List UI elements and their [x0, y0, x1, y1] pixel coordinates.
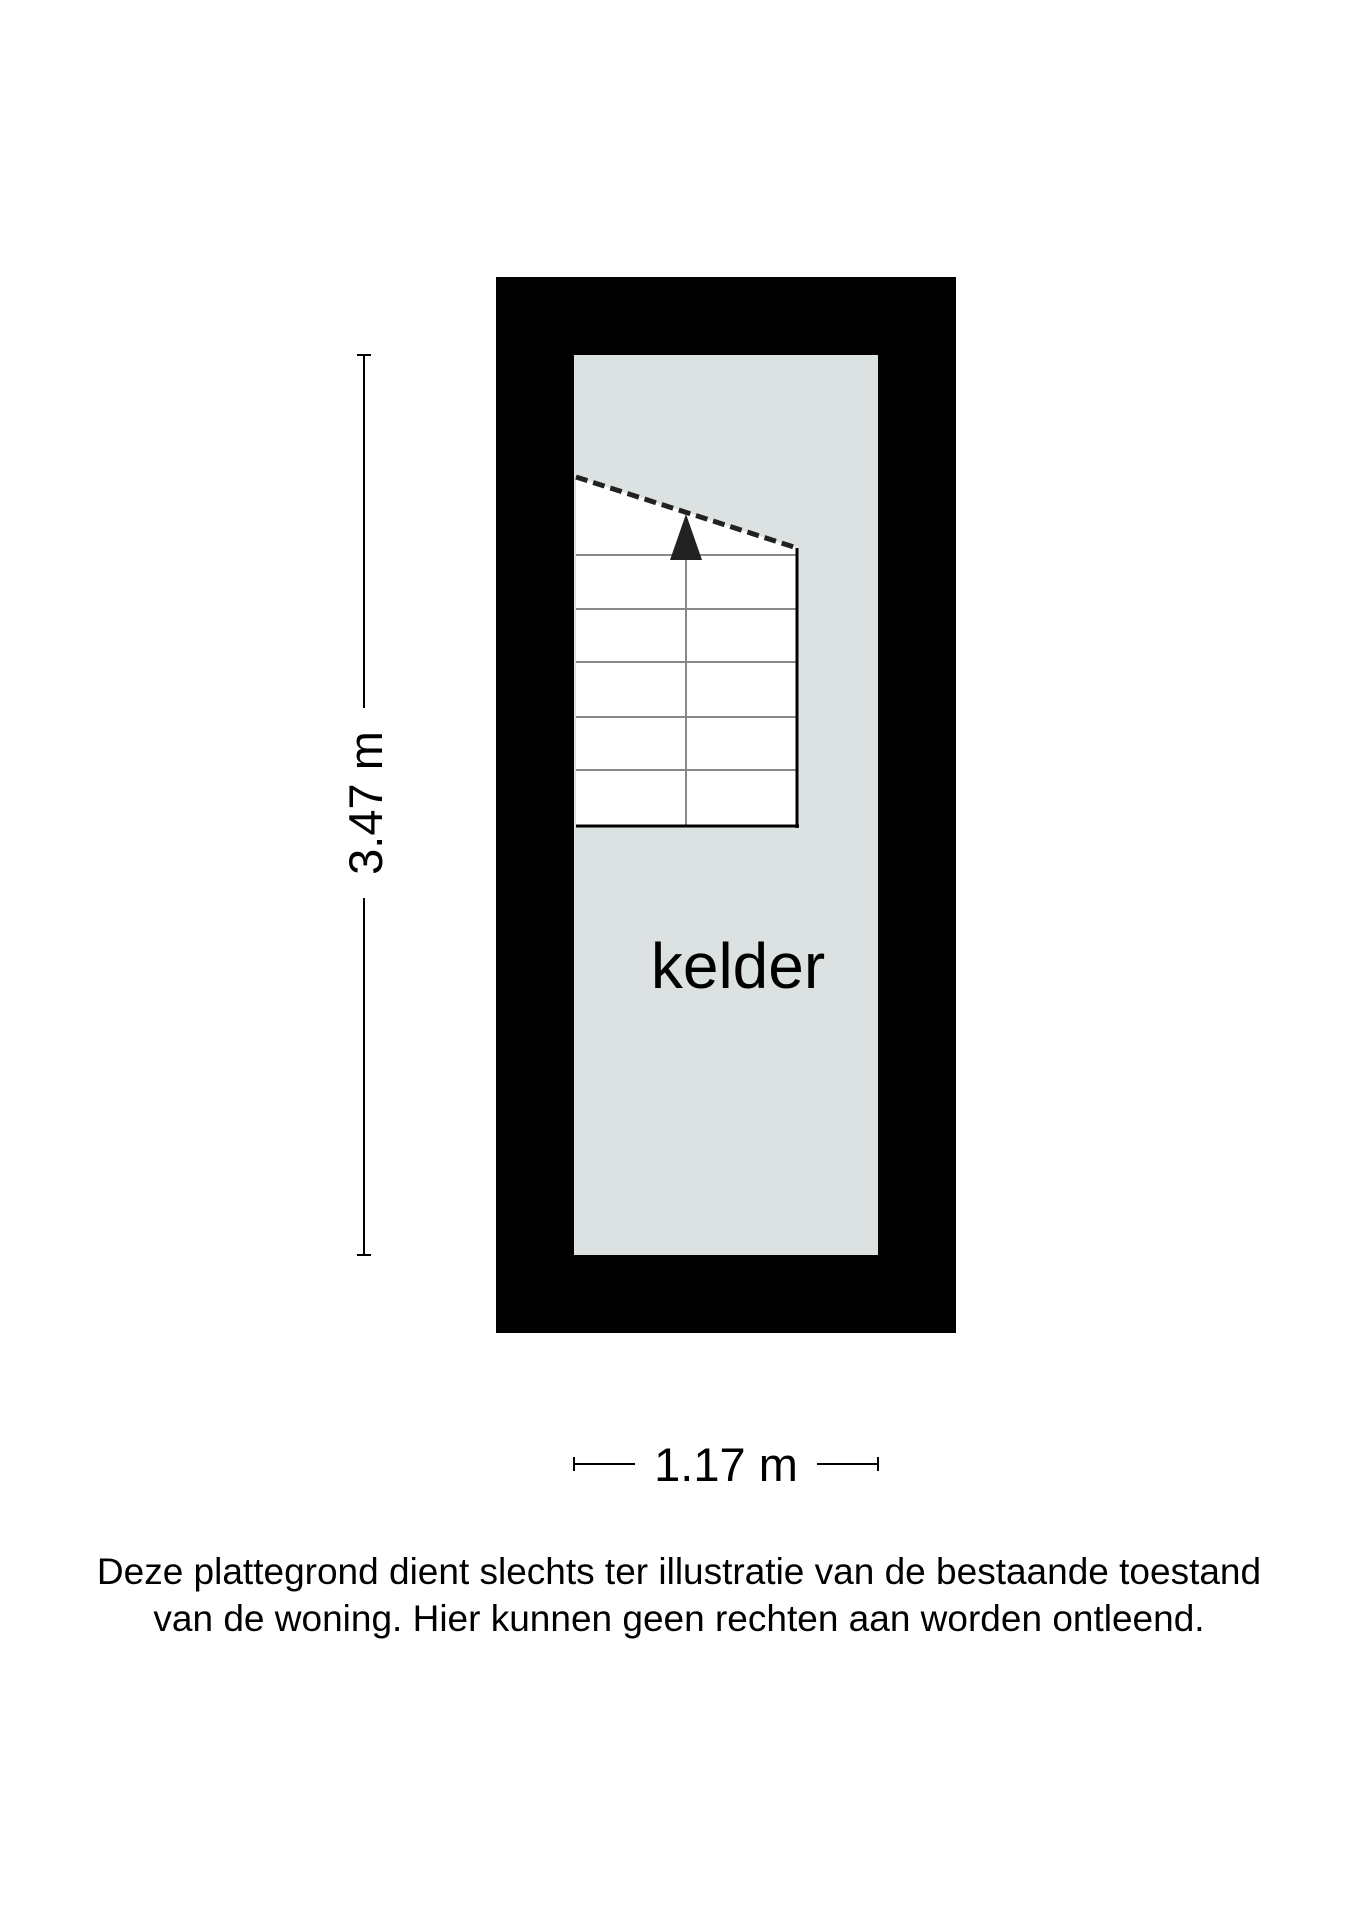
disclaimer-line-2: van de woning. Hier kunnen geen rechten aan worden ontleend. [153, 1598, 1205, 1639]
disclaimer [0, 1548, 1358, 1642]
height-dimension-label: 3.47 m [339, 731, 392, 875]
disclaimer-line-1: Deze plattegrond dient slechts ter illustratie van de bestaande toestand [96, 1551, 1262, 1592]
width-dimension-label: 1.17 m [654, 1438, 798, 1491]
room-label: kelder [650, 930, 826, 1002]
